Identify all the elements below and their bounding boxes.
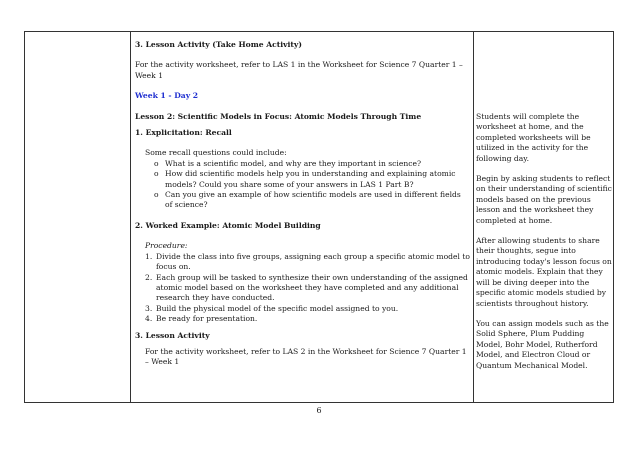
step-text: Be ready for presentation. [156,314,258,324]
bullet-marker: o [154,169,159,179]
procedure-step [135,252,470,273]
recall-question [135,159,470,169]
lesson-activity-text: For the activity worksheet, refer to LAS 1 in the Worksheet for Science 7 Quarter 1 – Week 1 [135,60,463,80]
step-text: Divide the class into five groups, assigning each group a specific atomic model to focus on. [156,251,470,272]
column-divider-right [473,32,474,402]
recall-question-text: How did scientific models help you in understanding and explaining atomic models? Could you share some of your answers in LAS 1 Part B? [165,169,456,189]
procedure-step [135,314,470,324]
week-day-label: Week 1 - Day 2 [135,91,199,101]
recall-question-text: Can you give an example of how scientific models are used in different fields of science? [165,190,461,210]
teacher-notes-column [476,112,612,371]
lesson-activity-heading: 3. Lesson Activity (Take Home Activity) [135,40,302,49]
lesson-content-column [135,40,470,368]
recall-question-text: What is a scientific model, and why are they important in science? [165,158,422,168]
step-number: 3. [145,303,153,313]
teacher-note: After allowing students to share their thoughts, segue into introducing today's lesson focus on atomic models. Explain that they will be diving deeper into the specific atomic models studied by scientists throughout history. [476,236,612,308]
bullet-marker: o [154,190,159,200]
teacher-note: You can assign models such as the Solid Sphere, Plum Pudding Model, Bohr Model, Rutherford Model, and Electron Cloud or Quantum Mechanical Model. [476,318,609,370]
lesson-activity2-heading: 3. Lesson Activity [135,330,210,340]
procedure-step [135,304,470,314]
page-number: 6 [316,406,322,415]
step-number: 4. [145,314,153,324]
procedure-step [135,273,470,304]
step-number: 1. [145,251,153,261]
teacher-note: Students will complete the worksheet at home, and the completed worksheets will be utilized in the activity for the following day. [476,112,591,163]
step-text: Each group will be tasked to synthesize their own understanding of the assigned atomic model based on the worksheet they have completed and any additional research they have conducted. [156,272,468,303]
explicitation-heading: 1. Explicitation: Recall [135,128,232,138]
lesson-title: Lesson 2: Scientific Models in Focus: Atomic Models Through Time [135,111,422,121]
worked-example-heading: 2. Worked Example: Atomic Model Building [135,220,321,230]
bullet-marker: o [154,158,159,168]
lesson-activity2-text: For the activity worksheet, refer to LAS 2 in the Worksheet for Science 7 Quarter 1 – Week 1 [145,346,467,367]
procedure-label: Procedure: [145,241,188,251]
recall-question [135,190,470,211]
lesson-table [24,31,614,403]
recall-intro: Some recall questions could include: [145,148,287,158]
teacher-note: Begin by asking students to reflect on their understanding of scientific models based on the previous lesson and the worksheet they completed at home. [476,174,612,225]
step-number: 2. [145,272,153,282]
step-text: Build the physical model of the specific model assigned to you. [156,303,399,313]
column-divider-left [130,32,131,402]
recall-question [135,169,470,190]
